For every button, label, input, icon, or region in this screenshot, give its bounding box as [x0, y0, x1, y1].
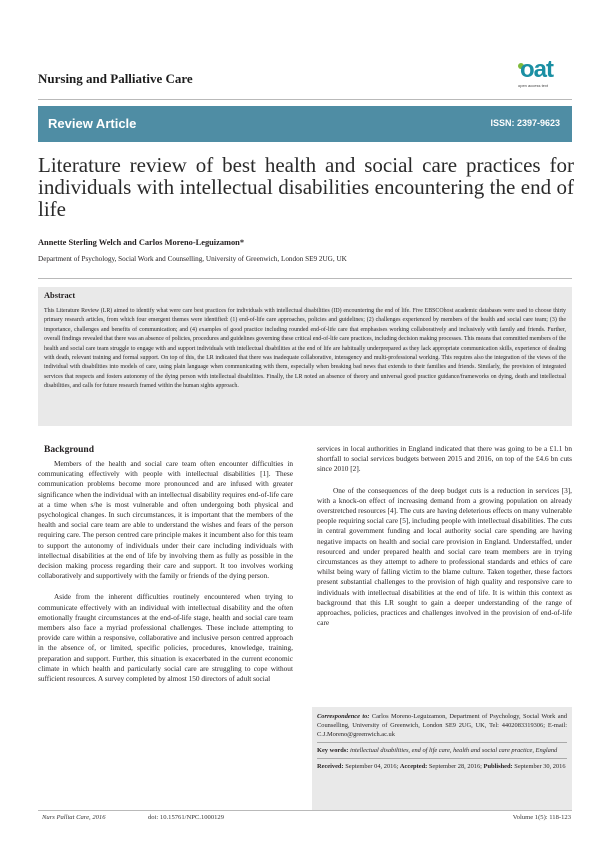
body-paragraph: One of the consequences of the deep budget cuts is a reduction in services [3], with a knock-on effect of increasing demand from a growing population on already overstretched resources [4]. The cuts are having deleterious effects on many vulnerable people requiring social care [5], including people with intellectual disabilities. The cuts in central government funding and local authority social care spending are having negative impacts on health and social care provision in England. Understaffed, under resourced and under prepared health and social care team members are in trying circumstances as they attempt to adhere to professional standards and ethics of care whilst being wary of falling victim to the blame culture. Taken together, these factors present substantial challenges to the provision of high quality and responsive care to individuals with intellectual disabilities at the end of life. It is within this context as background that this LR sought to gain a deeper understanding of the range of approaches, policies, practices and challenges involved in the provision of end-of-life care [317, 485, 572, 628]
meta-divider [317, 758, 567, 759]
article-title: Literature review of best health and social care practices for individuals with intellectual disabilities encountering the end of life [38, 153, 574, 221]
body-paragraph: Aside from the inherent difficulties routinely encountered when trying to communicate effectively with an individual with intellectual disability and the often emotionally fraught circumstances at the end-of-life stage, health and social care team members also face a myriad professional challenges. These include attempting to provide care within a responsive, collaborative and inclusive person centred approach in the absence of, or limited, specific policies, procedures, knowledge, training, preparation and support. Further, this situation is exacerbated in the current economic climate in which health and particularly social care are struggling to cope without sufficient resources. A survey completed by almost 150 directors of adult social [38, 592, 293, 684]
authors: Annette Sterling Welch and Carlos Moreno-Leguizamon* [38, 238, 245, 247]
footer-journal: Nurs Palliat Care, 2016 [42, 814, 106, 821]
oat-logo [512, 57, 570, 91]
article-meta-box [312, 707, 572, 810]
received-label: Received: [317, 763, 344, 770]
section-heading-background: Background [44, 445, 94, 455]
body-column-left [38, 444, 293, 695]
footer-volume: Volume 1(5): 118-123 [512, 814, 571, 821]
correspondence-text: Carlos Moreno-Leguizamon, Department of Psychology, Social Work and Counselling, University of Greenwich, London SE9 2UG, UK, Tel: 4402083319306; E-mail: C.J.Moreno@greenwich.ac.uk [317, 713, 568, 738]
title-divider [38, 278, 572, 279]
accepted-label: Accepted: [399, 763, 428, 770]
article-type: Review Article [48, 116, 137, 131]
footer-divider [38, 810, 572, 811]
dates [317, 762, 567, 771]
affiliation: Department of Psychology, Social Work and Counselling, University of Greenwich, London SE9 2UG, UK [38, 255, 347, 263]
article-type-banner [38, 106, 572, 142]
keywords-label: Key words: [317, 747, 349, 754]
abstract-text: This Literature Review (LR) aimed to identify what were care best practices for individuals with intellectual disabilities (ID) encountering the end of life. Five EBSCOhost academic databases were used to choose thirty primary research articles, from which four emergent themes were identified: (1) end-of-life care approaches, policies and guidelines; (2) challenges experienced by members of the health and social care team; (3) the importance, challenges and benefits of communication; and (4) examples of good practice including rounded end-of-life care that emphasises working collaboratively and inclusively with family and friends. Further, overall findings revealed that there was an absence of policies, procedures and guidelines governing these critical end-of-life care practices, including decision making processes. This means that committed members of the health and social care team struggle to engage with and support individuals with intellectual disabilities at the end of life are habitually underprepared as they lack appropriate communication skills, experience of dealing with death, relevant training and formal support. On top of this, the LR indicated that there was inadequate collaborative, interagency and multi-professional working. This requires also the integration of the views of the individual with disabilities into models of care, using plain language when communicating with them, especially when breaking bad news that extends to their families and friends. Similarly, the provision of integrated services that respects and fosters autonomy of the dying person with intellectual disabilities. Finally, the LR noted an absence of theory and universal good practice guidance/frameworks on dying, death and intellectual disabilities, and calls for future research framed within the human sights approach. [44, 308, 567, 390]
journal-title: Nursing and Palliative Care [38, 71, 193, 86]
correspondence-label: Correspondence to: [317, 713, 370, 720]
keywords [317, 746, 567, 755]
logo-wordmark: oat [520, 56, 553, 83]
abstract-box [38, 287, 572, 426]
footer-doi: doi: 10.15761/NPC.1000129 [148, 814, 225, 821]
published-label: Published: [483, 763, 513, 770]
header-divider [38, 99, 572, 100]
received-date: September 04, 2016; [345, 763, 399, 770]
correspondence [317, 712, 567, 739]
logo-tagline: open access text [518, 83, 549, 88]
body-column-right [317, 444, 572, 639]
issn: ISSN: 2397-9623 [490, 118, 560, 128]
meta-divider [317, 742, 567, 743]
keywords-text: intellectual disabilities, end of life care, health and social care practice, England [350, 747, 558, 754]
body-paragraph: services in local authorities in England indicated that there was going to be a £1.1 bn shortfall to social services budgets between 2015 and 2016, on top of the £4.6 bn cuts since 2010 [2]. [317, 444, 572, 474]
abstract-heading: Abstract [44, 291, 76, 300]
accepted-date: September 28, 2016; [428, 763, 482, 770]
published-date: September 30, 2016 [514, 763, 566, 770]
body-paragraph: Members of the health and social care team often encounter difficulties in communicating effectively with people with intellectual disabilities [1]. These communication problems become more pronounced and are infused with greater significance when the individual with an intellectual disability requires end-of-life care at a time when s/he is most vulnerable and often undergoing both physical and psychological changes. In such circumstances, it is important that the members of the health and social care team are able to understand the wishes and fears of the person requiring care. The person centred care principle makes it incumbent also for this team to support the autonomy of individuals under their care including individuals with intellectual disabilities at the end of life by involving them as fully as possible in the decision making process regarding their care and support. It too involves working collaboratively and supportively with the family or friends of the dying person. [38, 459, 293, 581]
